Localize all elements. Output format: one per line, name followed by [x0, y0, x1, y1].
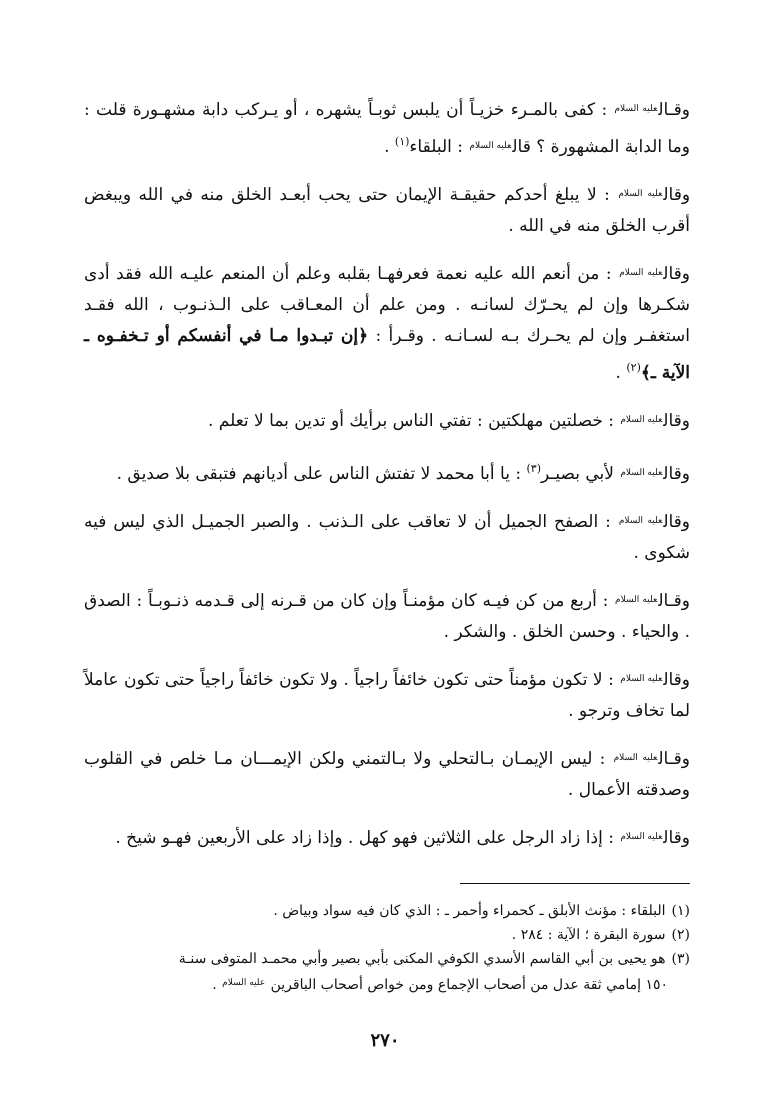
footnote-number: (١): [671, 903, 690, 919]
footnote-ref[interactable]: (٣): [526, 462, 541, 475]
footnote-text: سورة البقرة ؛ الآية : ٢٨٤ .: [511, 927, 666, 943]
footnote-end: .: [212, 977, 217, 993]
footnote-ref[interactable]: (٢): [626, 361, 641, 374]
footnote-divider: [460, 883, 690, 884]
salla-honorific: عليه السلام: [614, 104, 658, 114]
quran-verse: ﴿إن تبـدوا مـا في أنفسكم أو تـخفـوه ـ الآية ـ﴾: [84, 326, 690, 383]
paragraph-end: .: [384, 137, 390, 157]
paragraph-lead: وقـال: [658, 100, 690, 120]
salla-honorific: عليه السلام: [222, 978, 266, 988]
footnote-text: ١٥٠ إمامي ثقة عدل من أصحاب الإجماع ومن خواص أصحاب الباقرين: [270, 977, 668, 993]
footnote-text: هو يحيى بن أبي القاسم الأسدي الكوفي المكنى بأبي بصير وأبي محمـد المتوفى سنـة: [178, 951, 666, 967]
paragraph-2: [84, 179, 690, 242]
paragraph-body: : خصلتين مهلكتين : تفتي الناس برأيك أو تدين بما لا تعلم .: [207, 411, 614, 431]
paragraph-5: [84, 453, 690, 490]
paragraph-lead: وقال: [663, 464, 690, 484]
footnote-number: (٢): [671, 927, 690, 943]
paragraph-body: : ليس الإيمـان بـالتحلي ولا بـالتمني ولكن الإيمـــان مـا خلص في القلوب وصدقته الأعمال .: [84, 749, 690, 800]
paragraph-body: : أربع من كن فيـه كان مؤمنـاً وإن كان من قـرنه إلى قـدمه ذنـوبـاً : الصدق . والحياء . وحسن الخلق . والشكر .: [84, 591, 690, 642]
footnote-2: [84, 923, 690, 947]
salla-honorific: عليه السلام: [618, 516, 663, 526]
salla-honorific: عليه السلام: [620, 832, 663, 842]
footnote-number: (٣): [671, 951, 690, 967]
paragraph-body: : كفى بالمـرء خزيـاً أن يلبس ثوبـاً يشهره ، أو يـركب دابة مشهـورة قلت : وما الدابة المشهورة ؟ قال: [84, 100, 690, 157]
paragraph-6: [84, 506, 690, 569]
salla-honorific: عليه السلام: [613, 753, 658, 763]
paragraph-tail: : البلقاء: [409, 137, 463, 157]
footnote-text: البلقاء : مؤنث الأبلق ـ كحمراء وأحمر ـ : الذي كان فيه سواد وبياض .: [273, 903, 666, 919]
salla-honorific: عليه السلام: [469, 141, 512, 151]
paragraph-addressee: لأبي بصيـر: [540, 464, 614, 484]
paragraph-lead: وقال: [663, 185, 691, 205]
paragraph-lead: وقـال: [658, 749, 691, 769]
paragraph-lead: وقال: [663, 670, 691, 690]
paragraph-1: [84, 94, 690, 163]
salla-honorific: عليه السلام: [620, 468, 663, 478]
paragraph-body: : يا أبا محمد لا تفتش الناس على أديانهم فتبقى بلا صديق .: [116, 464, 522, 484]
paragraph-lead: وقـال: [658, 591, 691, 611]
salla-honorific: عليه السلام: [619, 268, 663, 278]
paragraph-lead: وقال: [663, 411, 690, 431]
salla-honorific: عليه السلام: [615, 595, 658, 605]
paragraph-9: [84, 743, 690, 806]
salla-honorific: عليه السلام: [618, 189, 663, 199]
paragraph-8: [84, 664, 690, 727]
paragraph-4: [84, 405, 690, 437]
paragraph-body: : من أنعم الله عليه نعمة فعرفهـا بقلبه وعلم أن المنعم عليـه الله فقد أدى شكـرها وإن لم يحـرّك لسانـه . ومن علم أن المعـاقب على الـذنـوب ، الله فقـد استغفـر وإن لم يحـرك بـه لسـانـه . وقـرأ :: [84, 264, 690, 346]
paragraph-lead: وقال: [663, 512, 691, 532]
footnotes: [84, 899, 690, 997]
paragraph-body: : لا تكون مؤمناً حتى تكون خائفاً راجياً . ولا تكون خائفاً راجياً حتى تكون عاملاً لما تخاف وترجو .: [84, 670, 690, 721]
paragraph-lead: وقال: [663, 828, 690, 848]
footnote-continuation: [84, 971, 690, 997]
paragraph-body: : الصفح الجميل أن لا تعاقب على الـذنب . والصبر الجميـل الذي ليس فيه شكوى .: [84, 512, 690, 563]
paragraph-end: .: [615, 363, 621, 383]
salla-honorific: عليه السلام: [620, 415, 663, 425]
footnote-1: [84, 899, 690, 923]
footnote-ref[interactable]: (١): [394, 135, 410, 148]
salla-honorific: عليه السلام: [620, 674, 663, 684]
page-number: ٢٧٠: [370, 1030, 400, 1051]
paragraph-7: [84, 585, 690, 648]
paragraph-body: : لا يبلغ أحدكم حقيقـة الإيمان حتى يحب أبعـد الخلق منه في الله ويبغض أقرب الخلق منه في الله .: [84, 185, 690, 236]
paragraph-10: [84, 822, 690, 854]
paragraph-lead: وقال: [663, 264, 690, 284]
footnote-3: [84, 947, 690, 997]
main-text: [84, 94, 690, 870]
paragraph-3: [84, 258, 690, 389]
paragraph-body: : إذا زاد الرجل على الثلاثين فهو كهل . وإذا زاد على الأربعين فهـو شيخ .: [115, 828, 614, 848]
